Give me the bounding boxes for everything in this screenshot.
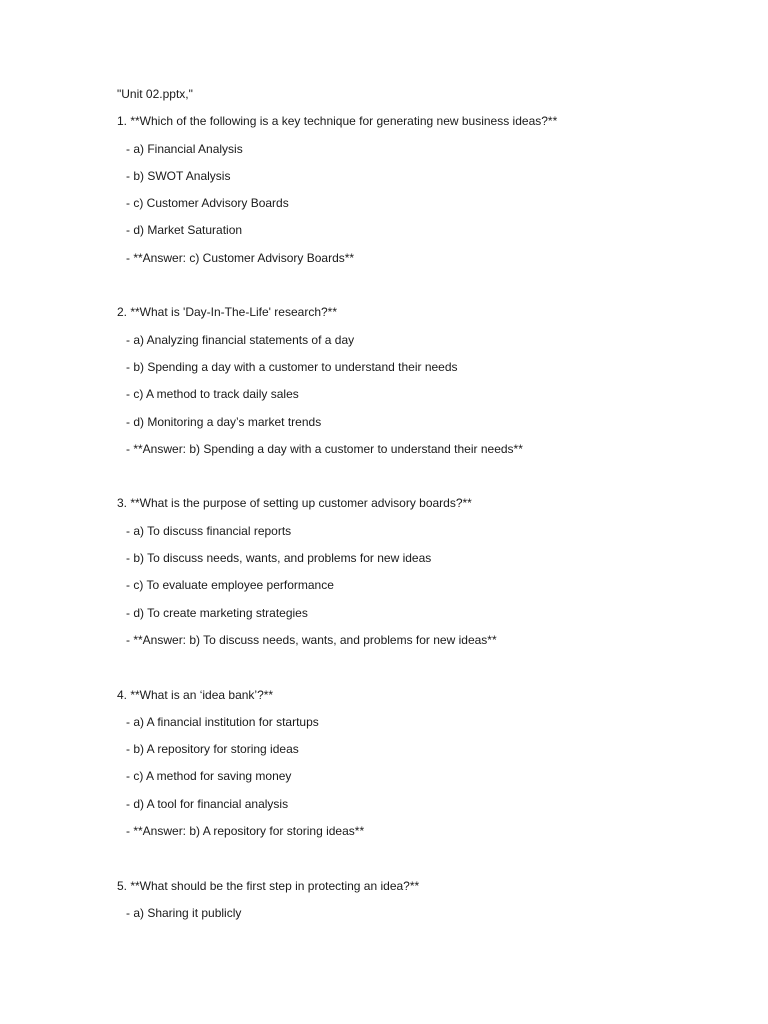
- question-text: 5. **What should be the first step in protecting an idea?**: [117, 878, 420, 893]
- spacer: [117, 659, 737, 686]
- question-text: 2. **What is 'Day-In-The-Life' research?**: [117, 305, 338, 320]
- option-b: - b) To discuss needs, wants, and problems for new ideas: [126, 551, 432, 566]
- question-block-2: [117, 304, 737, 495]
- option-d: - d) A tool for financial analysis: [126, 796, 289, 811]
- document-header: "Unit 02.pptx,": [117, 87, 193, 101]
- question-text: 4. **What is an ‘idea bank’?**: [117, 687, 274, 702]
- option-a: - a) To discuss financial reports: [126, 523, 292, 538]
- spacer: [117, 277, 737, 304]
- question-block-4: [117, 687, 737, 878]
- option-a: - a) Sharing it publicly: [126, 905, 242, 920]
- option-b: - b) SWOT Analysis: [126, 168, 231, 183]
- option-c: - c) A method for saving money: [126, 769, 292, 784]
- option-a: - a) Financial Analysis: [126, 141, 243, 156]
- question-text: 3. **What is the purpose of setting up customer advisory boards?**: [117, 496, 472, 511]
- question-block-1: [117, 113, 737, 304]
- question-text: 1. **Which of the following is a key technique for generating new business ideas?**: [117, 114, 558, 129]
- option-c: - c) To evaluate employee performance: [126, 578, 334, 593]
- answer-line: - **Answer: c) Customer Advisory Boards**: [126, 250, 355, 265]
- option-a: - a) A financial institution for startups: [126, 714, 319, 729]
- question-block-3: [117, 495, 737, 686]
- answer-line: - **Answer: b) Spending a day with a customer to understand their needs**: [126, 441, 523, 456]
- option-d: - d) Monitoring a day’s market trends: [126, 414, 322, 429]
- option-c: - c) Customer Advisory Boards: [126, 196, 289, 211]
- option-b: - b) Spending a day with a customer to understand their needs: [126, 359, 458, 374]
- answer-line: - **Answer: b) A repository for storing ideas**: [126, 824, 365, 839]
- spacer: [117, 468, 737, 495]
- option-c: - c) A method to track daily sales: [126, 387, 299, 402]
- option-a: - a) Analyzing financial statements of a day: [126, 332, 355, 347]
- option-d: - d) Market Saturation: [126, 223, 243, 238]
- answer-line: - **Answer: b) To discuss needs, wants, and problems for new ideas**: [126, 632, 497, 647]
- document-content: [117, 86, 737, 932]
- option-b: - b) A repository for storing ideas: [126, 742, 299, 757]
- spacer: [117, 850, 737, 877]
- question-block-5: [117, 878, 737, 933]
- option-d: - d) To create marketing strategies: [126, 605, 308, 620]
